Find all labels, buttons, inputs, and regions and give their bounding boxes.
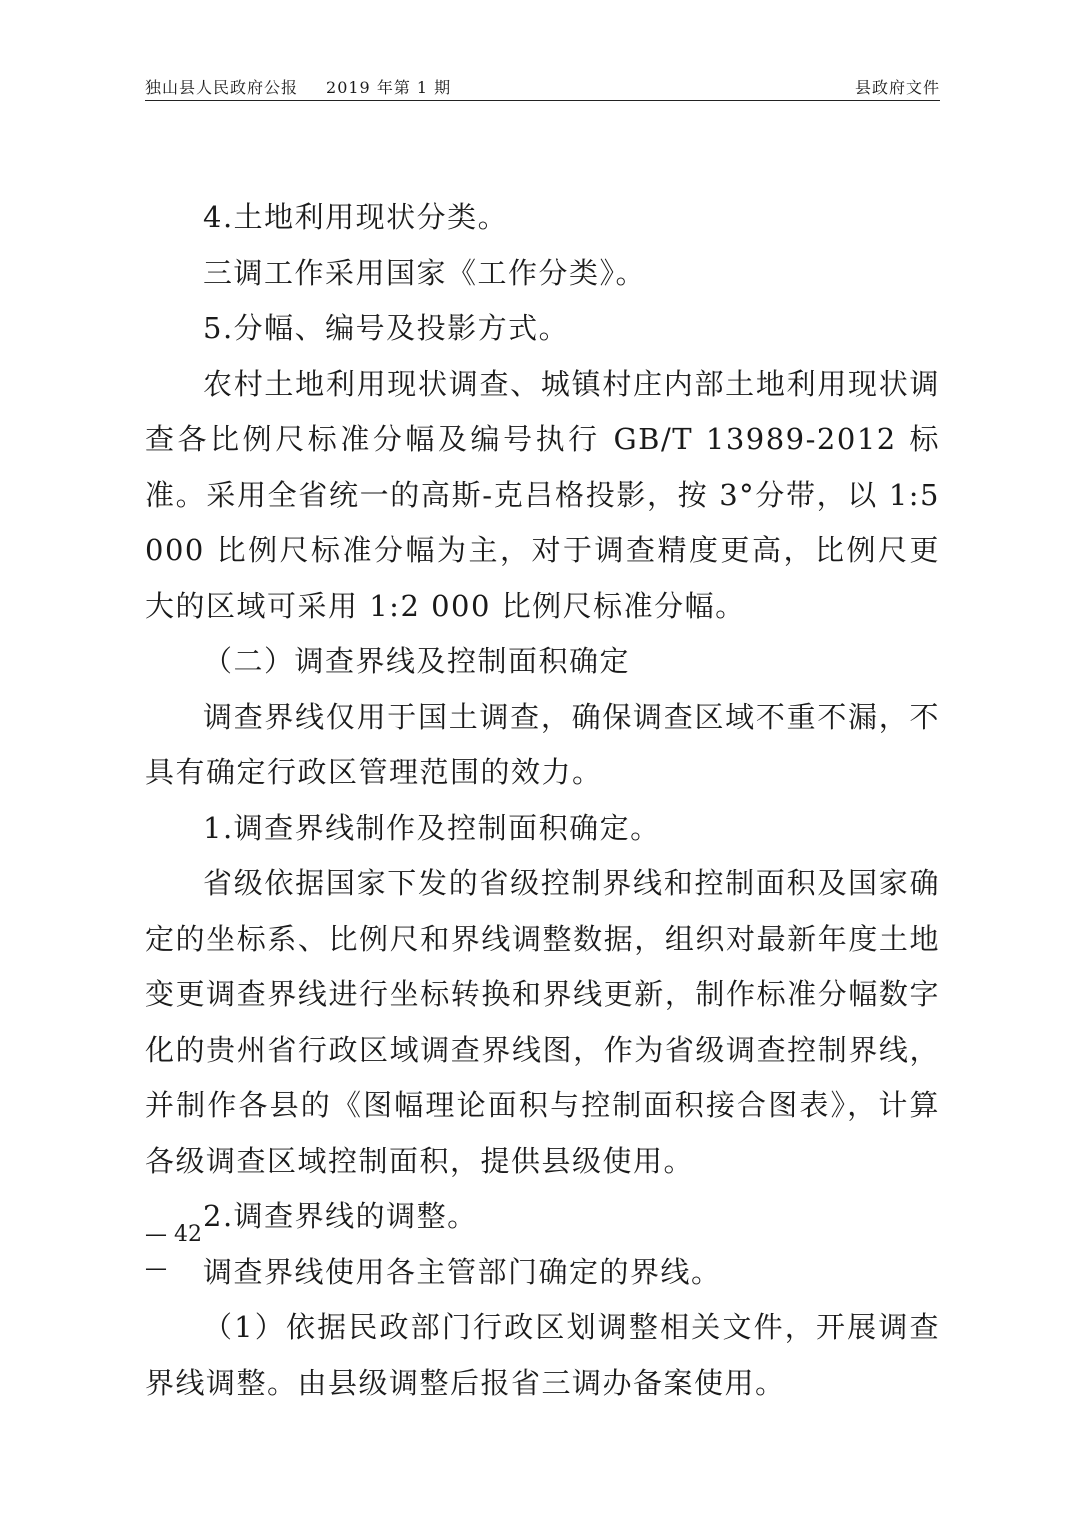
- issue-number: 2019 年第 1 期: [326, 78, 452, 97]
- paragraph-6: 调查界线仅用于国土调查，确保调查区域不重不漏，不具有确定行政区管理范围的效力。: [145, 699, 940, 789]
- footer-dash: —: [145, 1222, 167, 1247]
- paragraph-3: 5.分幅、编号及投影方式。: [203, 311, 570, 345]
- paragraph-8: 省级依据国家下发的省级控制界线和控制面积及国家确定的坐标系、比例尺和界线调整数据，组织对最新年度土地变更调查界线进行坐标转换和界线更新，制作标准分幅数字化的贵州省行政区域调查界线图，作为省级调查控制界线，并制作各县的《图幅理论面积与控制面积接合图表》，计算各级调查区域控制面积，提供县级使用。: [145, 866, 940, 1178]
- header-left: [145, 76, 451, 100]
- publication-title: 独山县人民政府公报: [145, 78, 299, 97]
- paragraph-7: 1.调查界线制作及控制面积确定。: [203, 810, 661, 845]
- header-category: 县政府文件: [854, 78, 940, 97]
- footer-dash-bottom: —: [145, 1256, 167, 1281]
- page-number: 42: [174, 1222, 202, 1247]
- document-body: [145, 190, 940, 1411]
- paragraph-2: 三调工作采用国家《工作分类》。: [203, 255, 647, 290]
- page-footer: [145, 1218, 202, 1286]
- page-number-row: [145, 1218, 202, 1252]
- page-header: [145, 76, 940, 101]
- paragraph-10: 调查界线使用各主管部门确定的界线。: [203, 1254, 722, 1289]
- paragraph-11: （1）依据民政部门行政区划调整相关文件，开展调查界线调整。由县级调整后报省三调办备案使用。: [145, 1310, 940, 1400]
- paragraph-9: 2.调查界线的调整。: [203, 1199, 478, 1233]
- paragraph-4: 农村土地利用现状调查、城镇村庄内部土地利用现状调查各比例尺标准分幅及编号执行 GB/T 13989-2012 标准。采用全省统一的高斯-克吕格投影，按 3°分带，以 1:5 000 比例尺标准分幅为主，对于调查精度更高，比例尺更大的区域可采用 1:2 000 比例尺标准分幅。: [145, 366, 940, 623]
- paragraph-1: 4.土地利用现状分类。: [203, 200, 509, 234]
- section-heading: （二）调查界线及控制面积确定: [203, 644, 631, 678]
